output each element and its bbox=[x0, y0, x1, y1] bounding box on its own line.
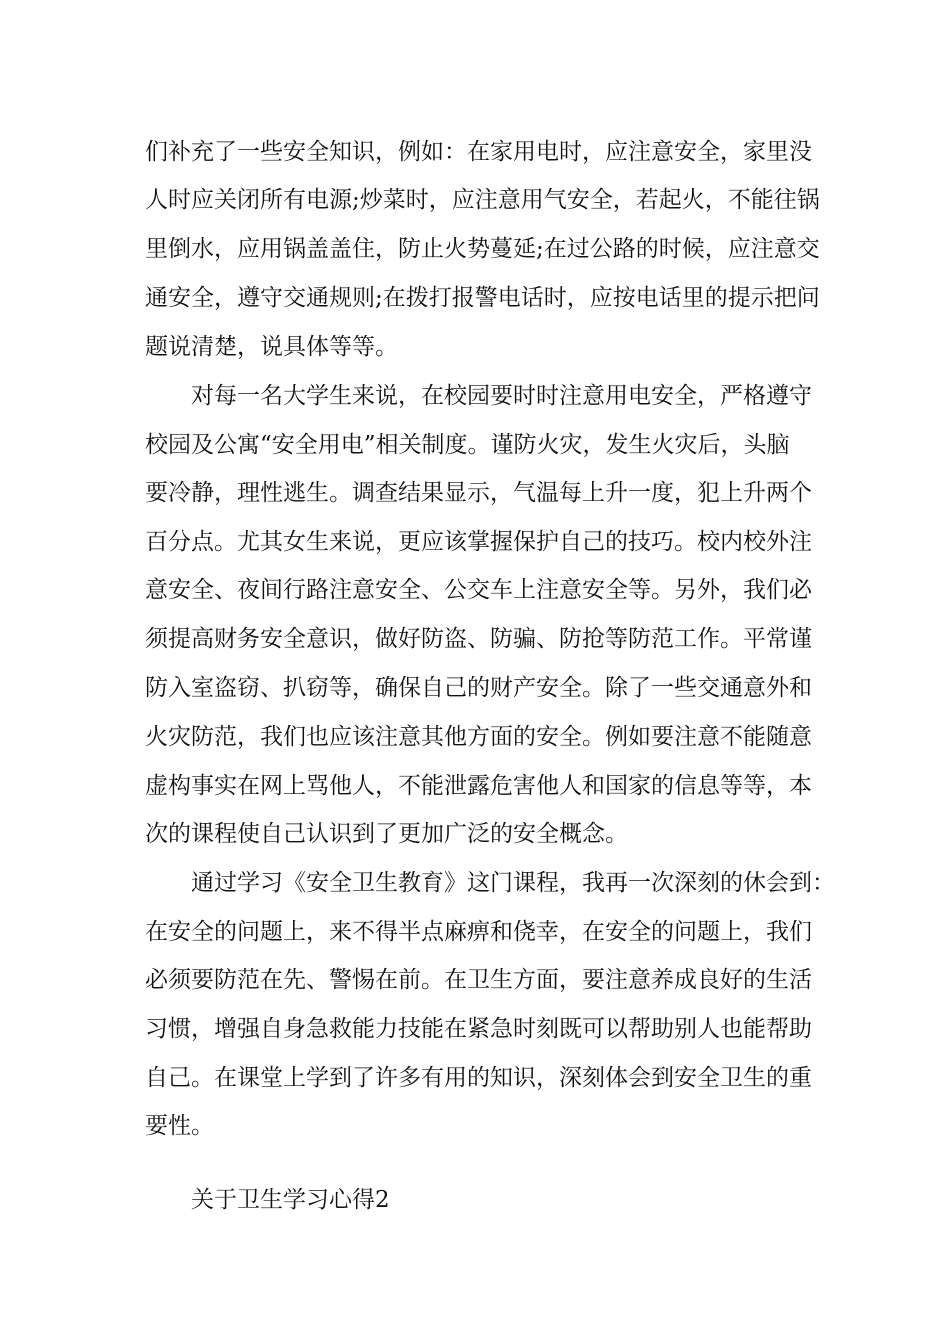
paragraph-3-line-5: 自己。在课堂上学到了许多有用的知识，深刻体会到安全卫生的重 bbox=[145, 1065, 812, 1091]
paragraph-1-line-4: 通安全，遵守交通规则;在拨打报警电话时，应按电话里的提示把问 bbox=[145, 285, 820, 311]
paragraph-2-line-7: 防入室盗窃、扒窃等，确保自己的财产安全。除了一些交通意外和 bbox=[145, 675, 812, 701]
section-heading: 关于卫生学习心得2 bbox=[191, 1187, 390, 1213]
paragraph-1-line-1: 们补充了一些安全知识，例如：在家用电时，应注意安全，家里没 bbox=[145, 139, 812, 165]
paragraph-3-line-1: 通过学习《安全卫生教育》这门课程，我再一次深刻的休会到： bbox=[191, 870, 835, 896]
paragraph-1-line-5: 题说清楚，说具体等等。 bbox=[145, 334, 398, 360]
paragraph-3-line-3: 必须要防范在先、警惕在前。在卫生方面，要注意养成良好的生活 bbox=[145, 967, 812, 993]
paragraph-1-line-3: 里倒水，应用锅盖盖住，防止火势蔓延;在过公路的时候，应注意交 bbox=[145, 236, 820, 262]
paragraph-2-line-6: 须提高财务安全意识，做好防盗、防骗、防抢等防范工作。平常谨 bbox=[145, 626, 812, 652]
paragraph-3-line-4: 习惯，增强自身急救能力技能在紧急时刻既可以帮助别人也能帮助 bbox=[145, 1016, 812, 1042]
paragraph-2-line-4: 百分点。尤其女生来说，更应该掌握保护自己的技巧。校内校外注 bbox=[145, 529, 812, 555]
paragraph-1-line-2: 人时应关闭所有电源;炒菜时，应注意用气安全，若起火，不能往锅 bbox=[145, 187, 820, 213]
paragraph-2-line-1: 对每一名大学生来说，在校园要时时注意用电安全，严格遵守 bbox=[191, 383, 812, 409]
paragraph-3-line-2: 在安全的问题上，来不得半点麻痹和侥幸，在安全的问题上，我们 bbox=[145, 919, 812, 945]
paragraph-2-line-2: 校园及公寓“安全用电”相关制度。谨防火灾，发生火灾后，头脑 bbox=[145, 432, 790, 458]
paragraph-2-line-9: 虚构事实在网上骂他人，不能泄露危害他人和国家的信息等等，本 bbox=[145, 773, 812, 799]
paragraph-2-line-5: 意安全、夜间行路注意安全、公交车上注意安全等。另外，我们必 bbox=[145, 577, 812, 603]
paragraph-2-line-10: 次的课程使自己认识到了更加广泛的安全概念。 bbox=[145, 821, 628, 847]
paragraph-2-line-8: 火灾防范，我们也应该注意其他方面的安全。例如要注意不能随意 bbox=[145, 724, 812, 750]
paragraph-2-line-3: 要冷静，理性逃生。调查结果显示，气温每上升一度，犯上升两个 bbox=[145, 480, 812, 506]
paragraph-3-line-6: 要性。 bbox=[145, 1113, 214, 1139]
